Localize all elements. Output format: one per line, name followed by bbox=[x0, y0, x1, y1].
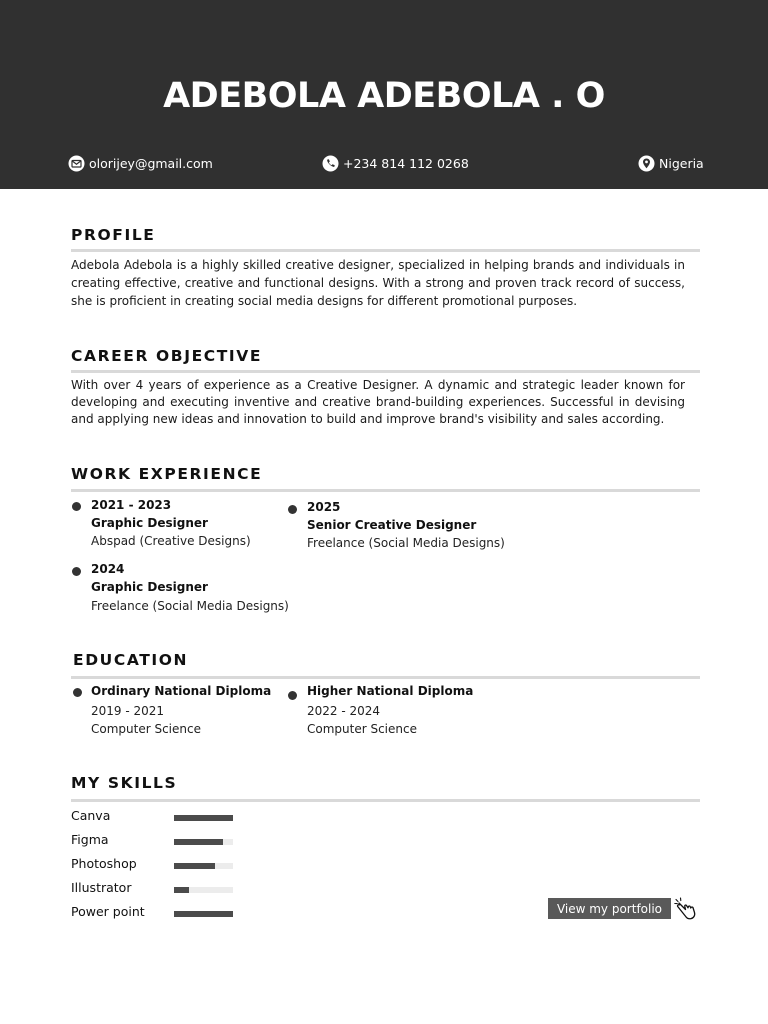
skills-divider bbox=[71, 799, 700, 802]
skill-bar bbox=[174, 911, 233, 917]
education-heading: EDUCATION bbox=[73, 651, 189, 669]
profile-text: Adebola Adebola is a highly skilled creative designer, specialized in helping brands and individuals in creating effective, creative and functional designs. With a strong and proven track record of success, she is proficient in creating social media designs for different promotional purposes. bbox=[71, 258, 685, 308]
education-qualification: Higher National Diploma bbox=[307, 684, 474, 698]
career-objective-divider bbox=[71, 370, 700, 373]
resume-header bbox=[0, 0, 768, 189]
phone-icon bbox=[322, 155, 339, 172]
work-bullet bbox=[72, 502, 81, 511]
work-role: Graphic Designer bbox=[91, 580, 208, 594]
skill-bar-fill bbox=[174, 911, 233, 917]
work-bullet bbox=[288, 505, 297, 514]
work-bullet bbox=[72, 567, 81, 576]
hand-pointer-icon[interactable] bbox=[674, 897, 700, 921]
education-qualification: Ordinary National Diploma bbox=[91, 684, 272, 698]
skill-label: Power point bbox=[71, 904, 145, 919]
career-objective-text: With over 4 years of experience as a Creative Designer. A dynamic and strategic leader known for developing and executing inventive and creative brand-building experiences. Successful in devising and applying new ideas and innovation to build and improve brand's visibility and sales according. bbox=[71, 378, 685, 426]
career-objective-heading: CAREER OBJECTIVE bbox=[71, 347, 263, 365]
skill-bar-fill bbox=[174, 887, 189, 893]
education-field: Computer Science bbox=[91, 722, 201, 736]
resume-name: ADEBOLA ADEBOLA . O bbox=[163, 76, 605, 116]
work-years: 2021 - 2023 bbox=[91, 498, 172, 512]
education-bullet bbox=[288, 691, 297, 700]
work-years: 2025 bbox=[307, 500, 341, 514]
contact-email[interactable] bbox=[68, 154, 213, 172]
work-role: Graphic Designer bbox=[91, 516, 208, 530]
skills-heading: MY SKILLS bbox=[71, 774, 178, 792]
skill-bar bbox=[174, 887, 233, 893]
contact-location bbox=[638, 154, 704, 172]
skill-bar-fill bbox=[174, 863, 215, 869]
location-pin-icon bbox=[638, 155, 655, 172]
education-bullet bbox=[73, 688, 82, 697]
skill-bar bbox=[174, 863, 233, 869]
skill-bar-fill bbox=[174, 815, 233, 821]
view-portfolio-button[interactable]: View my portfolio bbox=[548, 898, 671, 919]
skill-bar bbox=[174, 815, 233, 821]
profile-divider bbox=[71, 249, 700, 252]
work-years: 2024 bbox=[91, 562, 125, 576]
education-years: 2019 - 2021 bbox=[91, 704, 165, 718]
location-text: Nigeria bbox=[659, 155, 704, 171]
contact-phone[interactable] bbox=[322, 154, 469, 172]
work-company: Freelance (Social Media Designs) bbox=[91, 599, 289, 613]
education-years: 2022 - 2024 bbox=[307, 704, 381, 718]
mail-icon bbox=[68, 155, 85, 172]
work-company: Abspad (Creative Designs) bbox=[91, 534, 251, 548]
education-divider bbox=[71, 676, 700, 679]
email-text: olorijey@gmail.com bbox=[89, 155, 213, 171]
education-field: Computer Science bbox=[307, 722, 417, 736]
skill-label: Canva bbox=[71, 808, 111, 823]
work-role: Senior Creative Designer bbox=[307, 518, 477, 532]
skill-bar bbox=[174, 839, 233, 845]
skill-label: Figma bbox=[71, 832, 109, 847]
skill-bar-fill bbox=[174, 839, 223, 845]
profile-heading: PROFILE bbox=[71, 226, 156, 244]
work-experience-heading: WORK EXPERIENCE bbox=[71, 465, 263, 483]
skill-label: Illustrator bbox=[71, 880, 132, 895]
skill-label: Photoshop bbox=[71, 856, 137, 871]
work-company: Freelance (Social Media Designs) bbox=[307, 536, 505, 550]
work-experience-divider bbox=[71, 489, 700, 492]
phone-text: +234 814 112 0268 bbox=[343, 155, 469, 171]
